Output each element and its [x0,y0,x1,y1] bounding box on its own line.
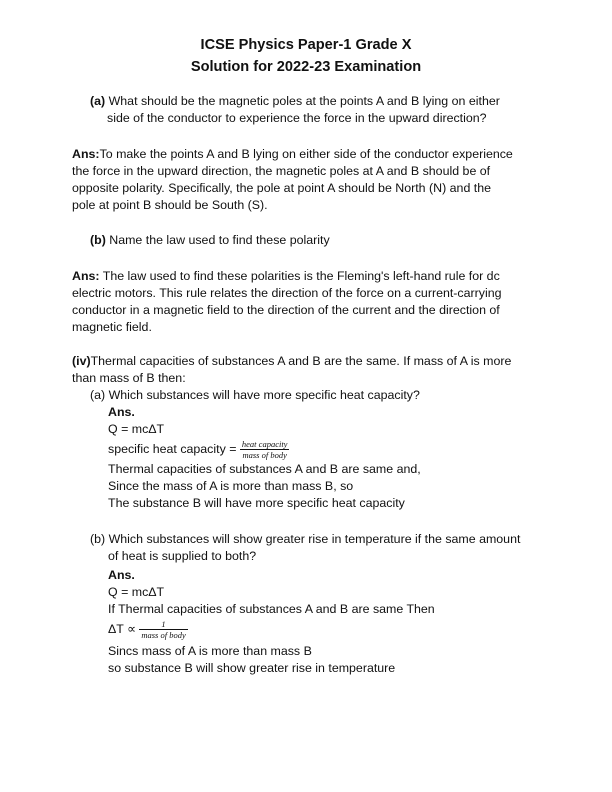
question-iv-line2: than mass of B then: [72,371,186,385]
sub-a-equation-1: Q = mcΔT [108,422,165,436]
question-iv-label: (iv) [72,354,91,368]
answer-a-line3: opposite polarity. Specifically, the pole at point A should be North (N) and the [72,181,492,195]
answer-b-line2: electric motors. This rule relates the direction of the force on a current-carrying [72,286,502,300]
fraction-denominator: mass of body [141,630,186,640]
answer-a-label: Ans: [72,147,100,161]
fraction-numerator: heat capacity [241,439,288,449]
question-a-line2: side of the conductor to experience the force in the upward direction? [107,111,487,125]
sub-b-equation-3: ΔT ∝ $\frac{1}{\text{mass of body}}$ [108,619,186,640]
sub-a-question: (a) Which substances will have more specific heat capacity? [90,388,420,402]
question-a-label: (a) [90,94,106,108]
question-b-label: (b) [90,233,106,247]
sub-b-question-line1: (b) Which substances will show greater rise in temperature if the same amount [90,532,521,546]
sub-a-ans-label: Ans. [108,405,135,419]
answer-b-line3: conductor in a magnetic field to the direction of the current and the direction of [72,303,500,317]
fraction-denominator: mass of body [242,450,287,460]
sub-a-equation-2: specific heat capacity = $\frac{\text{heat capacity}}{\text{mass of body}}$ [108,439,288,460]
sub-b-line4: Sincs mass of A is more than mass B [108,644,312,658]
fraction [240,439,290,460]
question-iv-line1: (iv)Thermal capacities of substances A and B are the same. If mass of A is more [72,354,512,368]
page-subtitle: Solution for 2022-23 Examination [190,59,422,75]
answer-b-label: Ans: [72,269,100,283]
page-title: ICSE Physics Paper-1 Grade X [200,37,412,53]
sub-a-line5: The substance B will have more specific heat capacity [108,496,405,510]
sub-b-question-line2: of heat is supplied to both? [108,549,257,563]
answer-b-line4: magnetic field. [72,320,152,334]
sub-b-line5: so substance B will show greater rise in temperature [108,661,396,675]
answer-a-line1: Ans:To make the points A and B lying on either side of the conductor experience [72,147,513,161]
answer-a-line4: pole at point B should be South (S). [72,198,268,212]
question-b: (b) Name the law used to find these polarity [90,233,330,247]
sub-b-line2: If Thermal capacities of substances A and B are same Then [108,602,435,616]
sub-a-line4: Since the mass of A is more than mass B, so [108,479,354,493]
answer-a-line2: the force in the upward direction, the magnetic poles at A and B should be of [72,164,491,178]
sub-b-equation-1: Q = mcΔT [108,585,165,599]
question-a-line1: (a) What should be the magnetic poles at the points A and B lying on either [90,94,500,108]
sub-a-line3: Thermal capacities of substances A and B are same and, [108,462,421,476]
fraction [139,619,187,640]
fraction-numerator: 1 [139,619,187,630]
sub-b-ans-label: Ans. [108,568,135,582]
answer-b-line1: Ans: The law used to find these polarities is the Fleming's left-hand rule for dc [72,269,500,283]
